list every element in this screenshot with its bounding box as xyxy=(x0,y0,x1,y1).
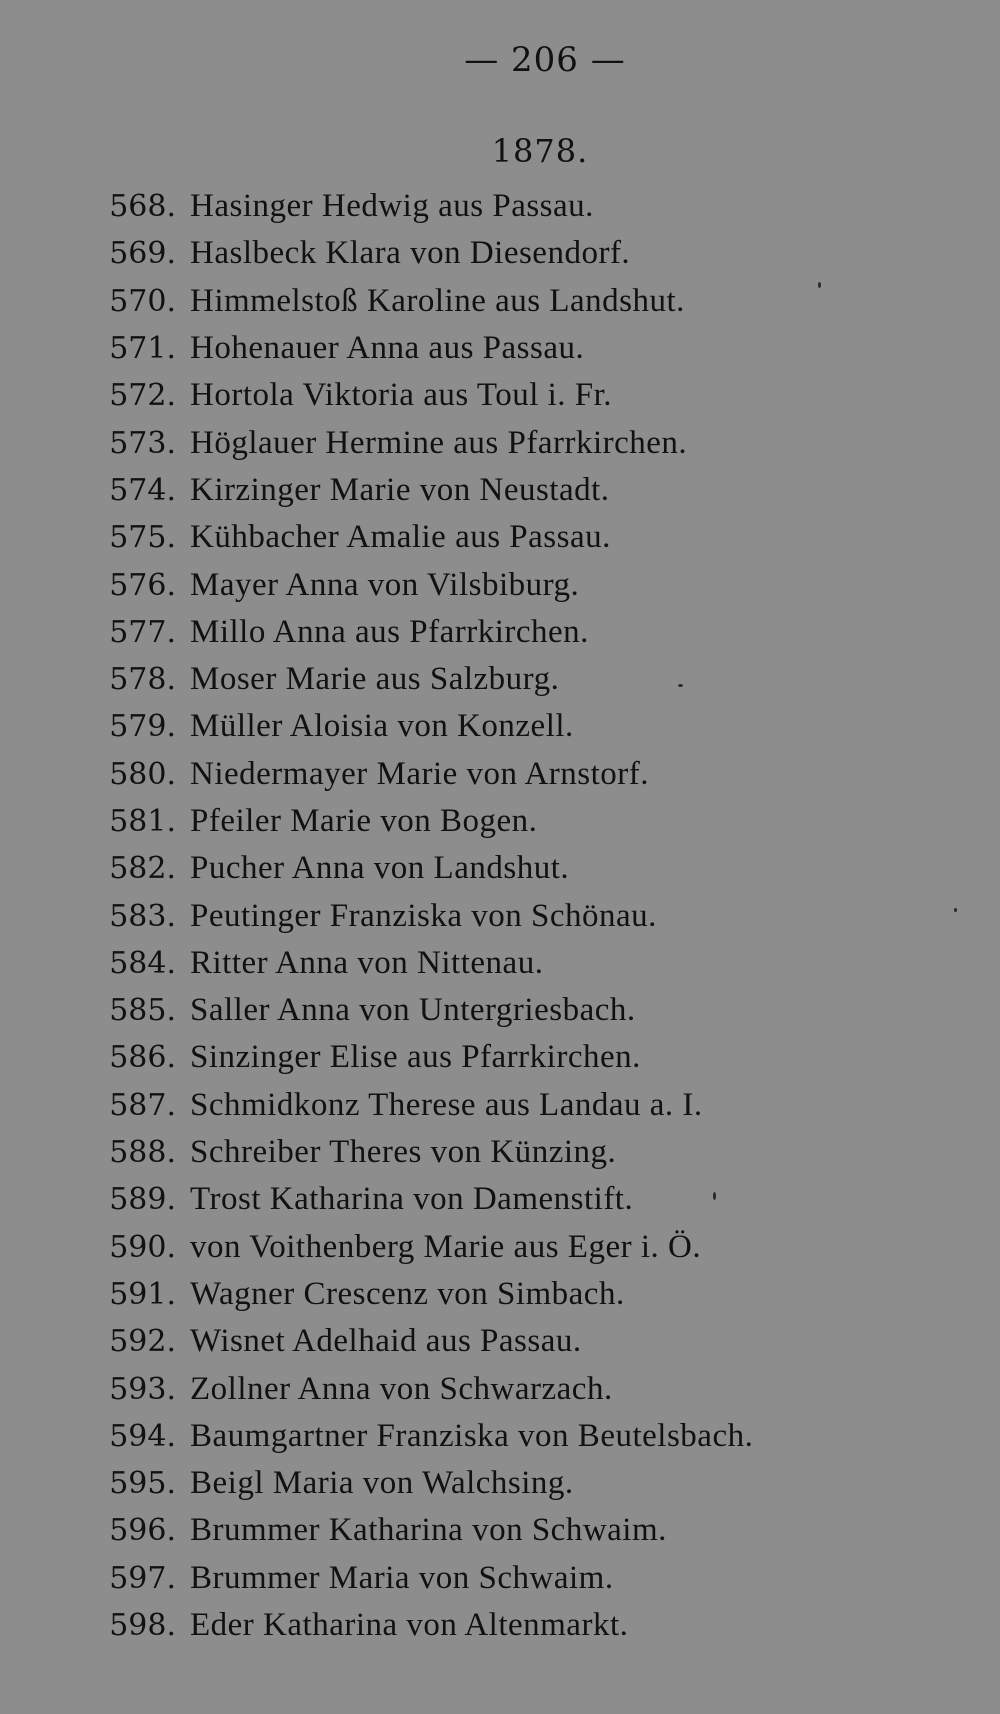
entry-number: 571. xyxy=(109,331,176,367)
list-item xyxy=(92,278,952,325)
year-heading: 1878. xyxy=(491,132,589,170)
list-item xyxy=(92,514,952,561)
entry-number: 595. xyxy=(109,1466,176,1502)
list-item xyxy=(92,1129,952,1176)
entry-text: Himmelstoß Karoline aus Landshut. xyxy=(190,282,685,319)
list-item xyxy=(92,1555,952,1602)
entry-number: 587. xyxy=(109,1087,176,1123)
entry-text: Kühbacher Amalie aus Passau. xyxy=(190,519,611,556)
list-item xyxy=(92,183,952,230)
list-item xyxy=(92,798,952,845)
list-item xyxy=(92,940,952,987)
list-item xyxy=(92,1365,952,1412)
list-item xyxy=(92,751,952,798)
entry-number: 586. xyxy=(109,1040,176,1076)
entry-text: Brummer Katharina von Schwaim. xyxy=(190,1512,667,1549)
list-item xyxy=(92,325,952,372)
entry-text: Pfeiler Marie von Bogen. xyxy=(190,803,538,839)
scan-speck xyxy=(818,282,821,288)
scan-speck xyxy=(954,908,957,912)
list-item xyxy=(92,230,952,277)
list-item xyxy=(92,656,952,703)
entry-text: Ritter Anna von Nittenau. xyxy=(190,944,544,981)
entry-number: 591. xyxy=(109,1276,176,1312)
entry-text: Schreiber Theres von Künzing. xyxy=(190,1134,617,1171)
entry-number: 578. xyxy=(109,662,176,698)
list-item xyxy=(92,703,952,750)
entry-text: Moser Marie aus Salzburg. xyxy=(190,661,560,698)
entry-text: Millo Anna aus Pfarrkirchen. xyxy=(190,613,589,650)
entry-number: 589. xyxy=(109,1182,176,1218)
entry-number: 594. xyxy=(109,1418,176,1454)
scan-speck xyxy=(678,684,683,687)
entry-number: 574. xyxy=(109,472,176,508)
entry-text: Hortola Viktoria aus Toul i. Fr. xyxy=(190,377,613,414)
list-item xyxy=(92,1271,952,1318)
list-item xyxy=(92,1318,952,1365)
entry-number: 575. xyxy=(109,520,176,556)
entry-number: 573. xyxy=(109,425,176,461)
entry-number: 579. xyxy=(109,709,176,745)
entry-number: 593. xyxy=(109,1371,176,1407)
entry-number: 590. xyxy=(109,1229,176,1265)
entry-number: 580. xyxy=(109,756,176,792)
entry-text: Eder Katharina von Altenmarkt. xyxy=(190,1607,629,1644)
entry-text: Baumgartner Franziska von Beutelsbach. xyxy=(190,1417,754,1454)
entry-text: Pucher Anna von Landshut. xyxy=(190,850,570,887)
list-item xyxy=(92,372,952,419)
entry-number: 576. xyxy=(109,567,176,603)
list-item xyxy=(92,609,952,656)
entry-text: Trost Katharina von Damenstift. xyxy=(190,1181,634,1218)
entry-list xyxy=(92,183,952,1649)
list-item xyxy=(92,1082,952,1129)
list-item xyxy=(92,987,952,1034)
entry-text: Sinzinger Elise aus Pfarrkirchen. xyxy=(190,1039,641,1076)
entry-text: Peutinger Franziska von Schönau. xyxy=(190,897,657,934)
entry-text: Hasinger Hedwig aus Passau. xyxy=(190,188,594,225)
list-item xyxy=(92,845,952,892)
entry-number: 583. xyxy=(109,898,176,934)
list-item xyxy=(92,1034,952,1081)
entry-number: 585. xyxy=(109,993,176,1029)
list-item xyxy=(92,1176,952,1223)
entry-text: von Voithenberg Marie aus Eger i. Ö. xyxy=(190,1228,702,1265)
entry-text: Saller Anna von Untergriesbach. xyxy=(190,992,636,1029)
entry-number: 572. xyxy=(109,378,176,414)
entry-number: 582. xyxy=(109,851,176,887)
entry-text: Höglauer Hermine aus Pfarrkirchen. xyxy=(190,424,688,461)
list-item xyxy=(92,1507,952,1554)
entry-text: Brummer Maria von Schwaim. xyxy=(190,1559,614,1596)
list-item xyxy=(92,1413,952,1460)
entry-text: Schmidkonz Therese aus Landau a. I. xyxy=(190,1086,703,1123)
entry-number: 597. xyxy=(109,1560,176,1596)
entry-number: 581. xyxy=(109,804,176,839)
entry-text: Wisnet Adelhaid aus Passau. xyxy=(190,1323,582,1360)
entry-text: Müller Aloisia von Konzell. xyxy=(190,708,574,745)
entry-number: 568. xyxy=(109,189,176,225)
list-item xyxy=(92,419,952,466)
list-item xyxy=(92,892,952,939)
list-item xyxy=(92,1602,952,1649)
entry-text: Niedermayer Marie von Arnstorf. xyxy=(190,755,650,792)
list-item xyxy=(92,1224,952,1271)
page-number: — 206 — xyxy=(464,40,626,80)
scan-speck xyxy=(713,1192,716,1200)
list-item xyxy=(92,1460,952,1507)
entry-number: 598. xyxy=(109,1608,176,1644)
entry-number: 584. xyxy=(109,945,176,981)
entry-text: Zollner Anna von Schwarzach. xyxy=(190,1370,613,1407)
list-item xyxy=(92,467,952,514)
entry-text: Haslbeck Klara von Diesendorf. xyxy=(190,235,631,272)
list-item xyxy=(92,561,952,608)
entry-text: Hohenauer Anna aus Passau. xyxy=(190,330,585,367)
entry-text: Beigl Maria von Walchsing. xyxy=(190,1465,574,1502)
entry-text: Mayer Anna von Vilsbiburg. xyxy=(190,566,580,603)
entry-number: 569. xyxy=(109,236,176,272)
entry-number: 588. xyxy=(109,1135,176,1171)
entry-text: Wagner Crescenz von Simbach. xyxy=(190,1275,625,1312)
entry-number: 577. xyxy=(109,614,176,650)
entry-number: 570. xyxy=(109,283,176,319)
entry-number: 592. xyxy=(109,1324,176,1360)
entry-text: Kirzinger Marie von Neustadt. xyxy=(190,471,610,508)
entry-number: 596. xyxy=(109,1513,176,1549)
